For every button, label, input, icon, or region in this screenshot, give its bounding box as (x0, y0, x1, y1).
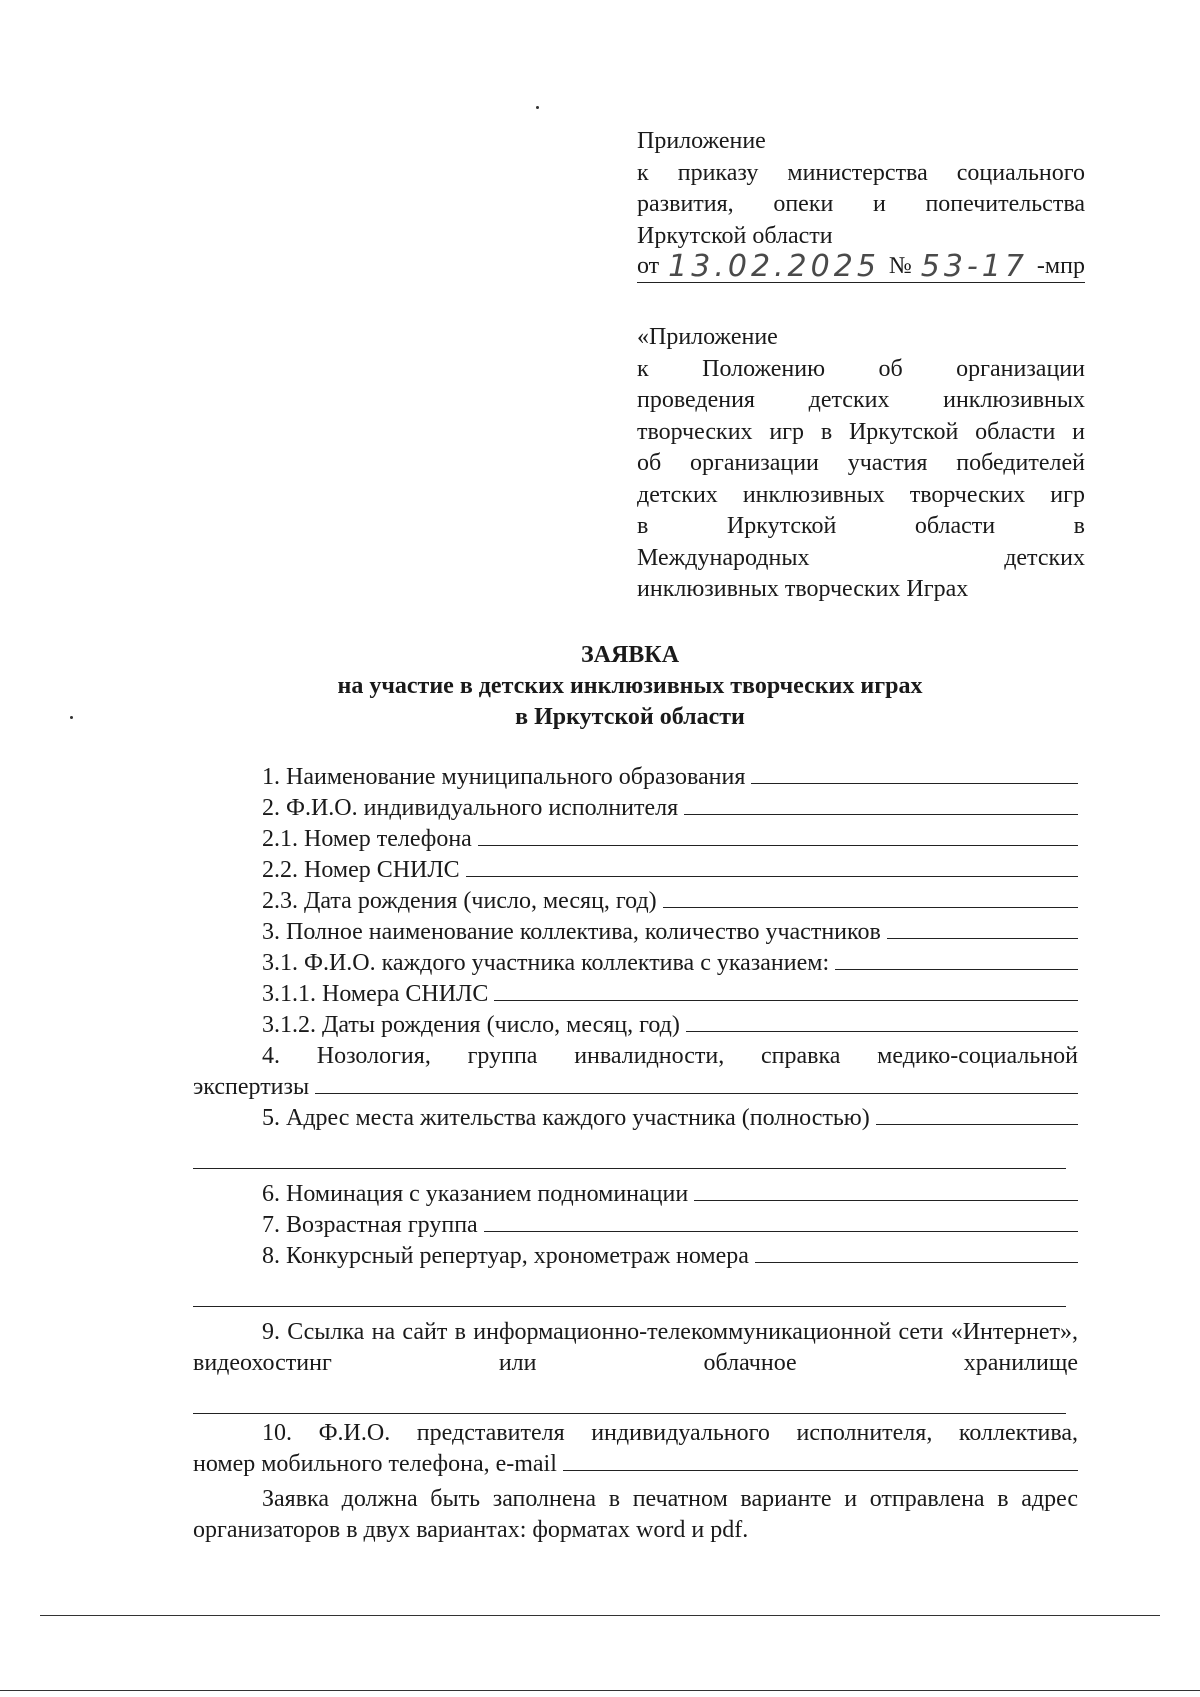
field-label: 8. Конкурсный репертуар, хронометраж номера (262, 1243, 749, 1269)
repertoire-extra-line[interactable] (193, 1272, 1066, 1307)
field-snils[interactable] (193, 855, 1078, 886)
field-label: номер мобильного телефона, e-mail (193, 1451, 557, 1477)
fill-line[interactable] (694, 1180, 1078, 1201)
field-collective-name[interactable] (193, 917, 1078, 948)
annex-line: к приказу министерства социального (637, 159, 1085, 186)
annex-line: развития, опеки и попечительства (637, 191, 1085, 217)
field-label: 3. Полное наименование коллектива, количество участников (262, 919, 881, 945)
link-fill-line[interactable] (193, 1379, 1066, 1414)
annex-line: в Иркутской области в (637, 513, 1085, 539)
field-label: 2.1. Номер телефона (262, 826, 472, 852)
annex-heading: «Приложение (637, 324, 778, 350)
field-label: 2. Ф.И.О. индивидуального исполнителя (262, 795, 679, 821)
fill-line[interactable] (315, 1073, 1078, 1094)
field-age-group[interactable] (193, 1210, 1078, 1241)
title-line: ЗАЯВКА (580, 642, 680, 668)
field-label: 4. Нозология, группа инвалидности, справка медико-социальной (262, 1043, 1078, 1069)
annex-line: инклюзивных творческих Играх (637, 576, 969, 602)
annex-line: к Положению об организации (637, 355, 1085, 382)
field-performer-name[interactable] (193, 793, 1078, 824)
field-nosology[interactable] (193, 1072, 1078, 1103)
field-label: 5. Адрес места жительства каждого участника (полностью) (262, 1105, 870, 1131)
fill-line[interactable] (466, 856, 1078, 877)
field-link-label: 9. Ссылка на сайт в информационно-телекоммуникационной сети «Интернет», видеохостинг или облачное хранилище (193, 1319, 1078, 1376)
annex-heading: Приложение (637, 128, 766, 154)
fill-line[interactable] (835, 949, 1078, 970)
field-nosology-line1 (193, 1041, 1078, 1072)
field-label: 2.3. Дата рождения (число, месяц, год) (262, 888, 657, 914)
order-date-number-line (637, 250, 1085, 283)
field-label: 6. Номинация с указанием подноминации (262, 1181, 689, 1207)
order-number-sign: № (888, 252, 912, 279)
field-label: экспертизы (193, 1074, 310, 1100)
field-members-birth-dates[interactable] (193, 1010, 1078, 1041)
field-label: 3.1.1. Номера СНИЛС (262, 981, 489, 1007)
field-repertoire[interactable] (193, 1241, 1078, 1272)
field-representative-line1 (193, 1418, 1078, 1449)
annex-line: Международных детских (637, 544, 1085, 571)
scan-speck (536, 106, 539, 109)
annex-regulation-block (637, 322, 1085, 606)
annex-order-block (637, 126, 1085, 283)
annex-line: об организации участия победителей (637, 450, 1085, 476)
annex-line: детских инклюзивных творческих игр (637, 481, 1085, 508)
fill-line[interactable] (684, 794, 1078, 815)
fill-line[interactable] (876, 1104, 1078, 1125)
fill-line[interactable] (563, 1450, 1078, 1471)
field-address[interactable] (193, 1103, 1078, 1134)
fill-line[interactable] (887, 918, 1078, 939)
field-label: 2.2. Номер СНИЛС (262, 857, 460, 883)
annex-line: Иркутской области (637, 222, 833, 249)
field-phone[interactable] (193, 824, 1078, 855)
order-date-handwritten: 13.02.2025 (668, 249, 880, 284)
field-label: 3.1.2. Даты рождения (число, месяц, год) (262, 1012, 680, 1038)
annex-line: творческих игр в Иркутской области и (637, 418, 1085, 445)
order-number-handwritten: 53-17 (920, 249, 1028, 284)
annex-line: проведения детских инклюзивных (637, 387, 1085, 413)
fill-line[interactable] (663, 887, 1078, 908)
field-members-snils[interactable] (193, 979, 1078, 1010)
document-title (180, 640, 1080, 733)
field-label: 7. Возрастная группа (262, 1212, 478, 1238)
field-municipality[interactable] (193, 762, 1078, 793)
order-date-prefix: от (637, 252, 660, 279)
title-line: на участие в детских инклюзивных творческих играх (337, 673, 923, 699)
fill-line[interactable] (755, 1242, 1078, 1263)
application-form (193, 762, 1078, 1546)
field-label: 3.1. Ф.И.О. каждого участника коллектива с указанием: (262, 950, 830, 976)
field-label: 1. Наименование муниципального образования (262, 764, 746, 790)
title-line: в Иркутской области (515, 704, 745, 730)
order-number-suffix: -мпр (1036, 252, 1085, 279)
field-collective-members[interactable] (193, 948, 1078, 979)
field-nomination[interactable] (193, 1179, 1078, 1210)
scan-speck (70, 716, 73, 719)
fill-line[interactable] (686, 1011, 1078, 1032)
bottom-edge-rule (0, 1690, 1200, 1691)
fill-line[interactable] (484, 1211, 1078, 1232)
submission-note: Заявка должна быть заполнена в печатном варианте и отправлена в адрес организаторов в двух вариантах: форматах word и pdf. (193, 1486, 1078, 1543)
field-label: 10. Ф.И.О. представителя индивидуального исполнителя, коллектива, (262, 1420, 1078, 1446)
fill-line[interactable] (494, 980, 1078, 1001)
field-birth-date[interactable] (193, 886, 1078, 917)
fill-line[interactable] (751, 763, 1078, 784)
address-extra-line[interactable] (193, 1134, 1066, 1169)
field-representative[interactable] (193, 1449, 1078, 1480)
bottom-rule (40, 1615, 1160, 1616)
fill-line[interactable] (478, 825, 1078, 846)
